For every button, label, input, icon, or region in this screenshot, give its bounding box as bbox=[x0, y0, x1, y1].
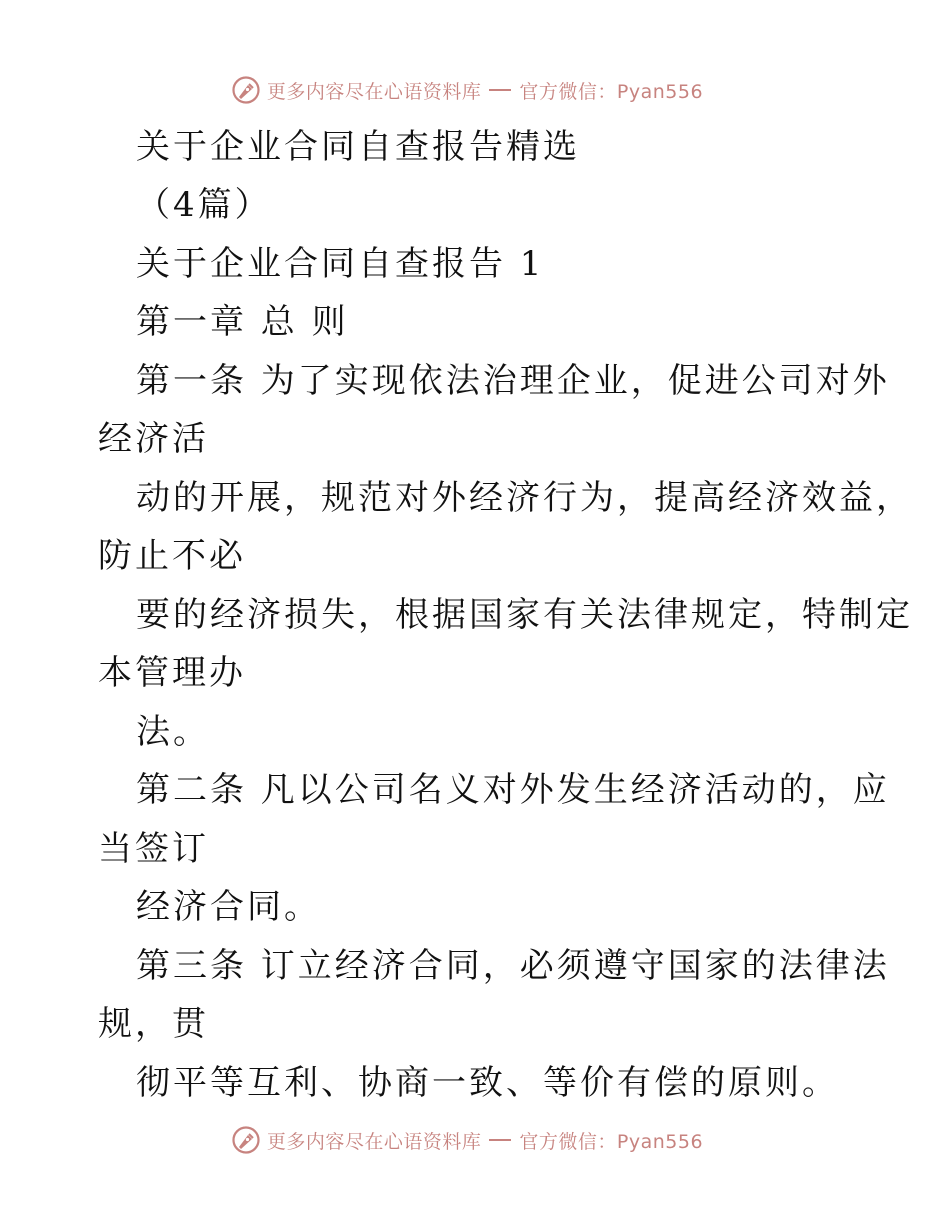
body-line: 第二条 凡以公司名义对外发生经济活动的，应 bbox=[136, 770, 890, 810]
body-line: 防止不必 bbox=[98, 536, 246, 576]
document-subtitle: 关于企业合同自查报告 1 bbox=[136, 244, 545, 284]
watermark-group bbox=[231, 75, 703, 105]
body-line: 第三条 订立经济合同，必须遵守国家的法律法 bbox=[136, 946, 890, 986]
document-count-label: （4篇） bbox=[136, 185, 272, 225]
watermark-separator bbox=[489, 1139, 511, 1141]
watermark-wechat-text: 官方微信：Pyan556 bbox=[519, 80, 704, 103]
footer-watermark bbox=[0, 1120, 950, 1160]
document-title: 关于企业合同自查报告精选 bbox=[136, 127, 580, 167]
chapter-heading: 第一章 总 则 bbox=[136, 302, 349, 342]
watermark-separator bbox=[489, 89, 511, 91]
body-line: 动的开展，规范对外经济行为，提高经济效益， bbox=[136, 478, 913, 518]
watermark-group bbox=[231, 1125, 703, 1155]
body-line: 彻平等互利、协商一致、等价有偿的原则。 bbox=[136, 1063, 839, 1103]
body-line: 法。 bbox=[136, 712, 210, 752]
watermark-site-text: 更多内容尽在心语资料库 bbox=[266, 1130, 482, 1153]
watermark-site-text: 更多内容尽在心语资料库 bbox=[266, 80, 482, 103]
body-line: 要的经济损失，根据国家有关法律规定，特制定 bbox=[136, 595, 913, 635]
watermark-wechat-text: 官方微信：Pyan556 bbox=[519, 1130, 704, 1153]
body-line: 规，贯 bbox=[98, 1004, 209, 1044]
body-line: 经济合同。 bbox=[136, 887, 321, 927]
body-line: 本管理办 bbox=[98, 653, 246, 693]
pen-nib-icon bbox=[231, 75, 261, 105]
header-watermark bbox=[0, 70, 950, 110]
body-line: 经济活 bbox=[98, 419, 209, 459]
pen-nib-icon bbox=[231, 1125, 261, 1155]
body-line: 当签订 bbox=[98, 829, 209, 869]
body-line: 第一条 为了实现依法治理企业，促进公司对外 bbox=[136, 361, 890, 401]
